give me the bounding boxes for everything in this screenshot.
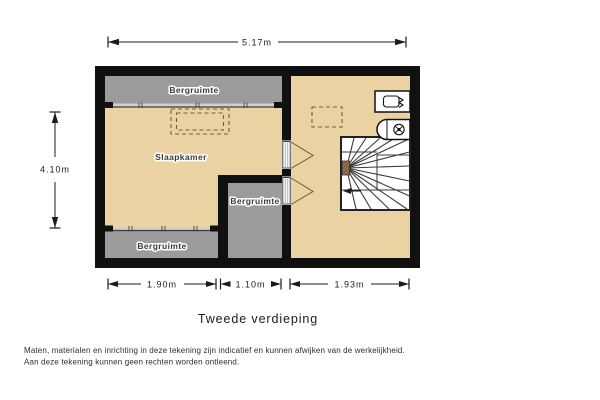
room-label-slaapkamer: Slaapkamer [155, 152, 207, 162]
room-label-bergruimte-top: Bergruimte [169, 85, 219, 95]
room-bergruimte-middle [228, 183, 282, 258]
dimension-bottom-left-label: 1.90m [146, 279, 178, 290]
disclaimer-line-1: Maten, materialen en inrichting in deze tekening zijn indicatief en kunnen afwijken van de werkelijkheid. [24, 346, 405, 355]
newel-post [343, 161, 350, 175]
disclaimer-line-2: Aan deze tekening kunnen geen rechten worden ontleend. [24, 357, 240, 367]
room-label-bergruimte-middle: Bergruimte [230, 196, 280, 206]
floor-title: Tweede verdieping [197, 312, 319, 326]
arrow-left-icon [290, 281, 300, 287]
room-label-bergruimte-bottom: Bergruimte [137, 241, 187, 251]
middle-room-left-wall [218, 175, 228, 258]
arrow-right-icon [271, 281, 281, 287]
arrow-right-icon [206, 281, 216, 287]
boiler-icon [375, 91, 410, 112]
staircase-icon [341, 137, 410, 210]
dimension-left-label: 4.10m [39, 164, 71, 175]
arrow-right-icon [399, 281, 409, 287]
dimension-bottom-middle [221, 279, 282, 290]
arrow-left-icon [108, 281, 118, 287]
arrow-down-icon [52, 217, 58, 228]
dimension-bottom-left [108, 279, 216, 290]
dimension-top-label: 5.17m [241, 37, 273, 48]
dimension-bottom-middle-label: 1.10m [235, 279, 266, 290]
dimension-bottom-right [290, 279, 409, 290]
arrow-left-icon [108, 39, 119, 45]
arrow-up-icon [52, 112, 58, 123]
floor-plan [95, 66, 420, 268]
middle-room-top-wall [218, 175, 291, 183]
arrow-right-icon [395, 39, 406, 45]
dimension-left-height [40, 112, 70, 228]
arrow-left-icon [221, 281, 231, 287]
dimension-top-width [108, 37, 406, 48]
washing-machine-icon [377, 120, 410, 140]
dimension-bottom-right-label: 1.93m [334, 279, 365, 290]
